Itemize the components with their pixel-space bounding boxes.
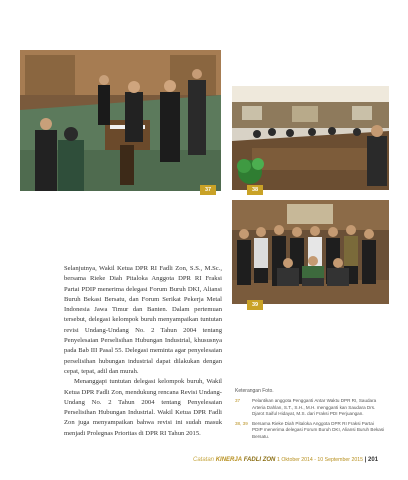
captions-heading: Keterangan Foto. [235,388,274,394]
photo-badge-37: 37 [200,185,216,195]
caption-item [235,398,385,417]
body-paragraph: Menanggapi tuntutan delegasi kelompok buruh, Wakil Ketua DPR Fadli Zon, mendukung rencana Revisi Undang-Undang No. 2 Tahun 2004 tentang Penyelesaian Perselisihan Hubungan Industrial. Wakil Ketua DPR Fadli Zon juga menyampaikan bahwa revisi ini sudah masuk menjadi Prolegnas Prioritas di DPR RI Tahun 2015. [64,378,222,437]
caption-number: 37 [235,398,241,404]
footer-dates: 1 Oktober 2014 - 10 September 2015 [277,457,363,463]
photo-swearing-in-ceremony [20,50,221,191]
body-paragraph: Selanjutnya, Wakil Ketua DPR RI Fadli Zon, S.S., M.Sc., bersama Rieke Diah Pitaloka Anggota DPR RI Fraksi Partai PDIP menerima delegasi Forum Buruh DKI, Aliansi Buruh Bekasi Bersatu, dan Forum Serikat Pekerja Metal Indonesia Jawa Timur dan Banten. Dalam pertemuan tersebut, delegasi kelompok buruh menyampaikan tuntutan revisi Undang-Undang No. 2 Tahun 2004 tentang Penyelesaian Perselisihan Hubungan Industrial, khususnya pada Bab III Pasal 55. Delegasi meminta agar penyelesaian perselisihan hubungan industrial dapat dilakukan dengan cepat, tepat, adil dan murah. [64,265,222,375]
photo-meeting-room [232,86,389,190]
footer-title: KINERJA [215,457,243,463]
caption-text: Bersama Rieke Diah Pitaloka Anggota DPR RI Fraksi Partai PDIP menerima delegasi Forum Buruh DKI, Aliansi Buruh Bekasi Bersatu. [252,421,385,439]
page-footer [193,455,393,465]
photo-badge-39: 39 [247,300,263,310]
photo-badge-38: 38 [247,185,263,195]
footer-name: FADLI ZON [243,457,276,463]
footer-series: Catatan [193,457,215,463]
article-body [64,264,222,439]
caption-item [235,421,385,440]
caption-number: 38, 39 [235,421,248,427]
photo-group-delegation [232,200,389,304]
page-number: | 201 [364,457,379,463]
photo-captions [235,388,385,444]
caption-text: Pelantikan anggota Pengganti Antar Waktu DPR RI, Saudara Arteria Dahlan, S.T., S.H., M.H. mengganti kan Saudara Drs. Djarot Saiful Hidayat, M.S. dari Fraksi PDI Perjuangan. [252,398,377,416]
